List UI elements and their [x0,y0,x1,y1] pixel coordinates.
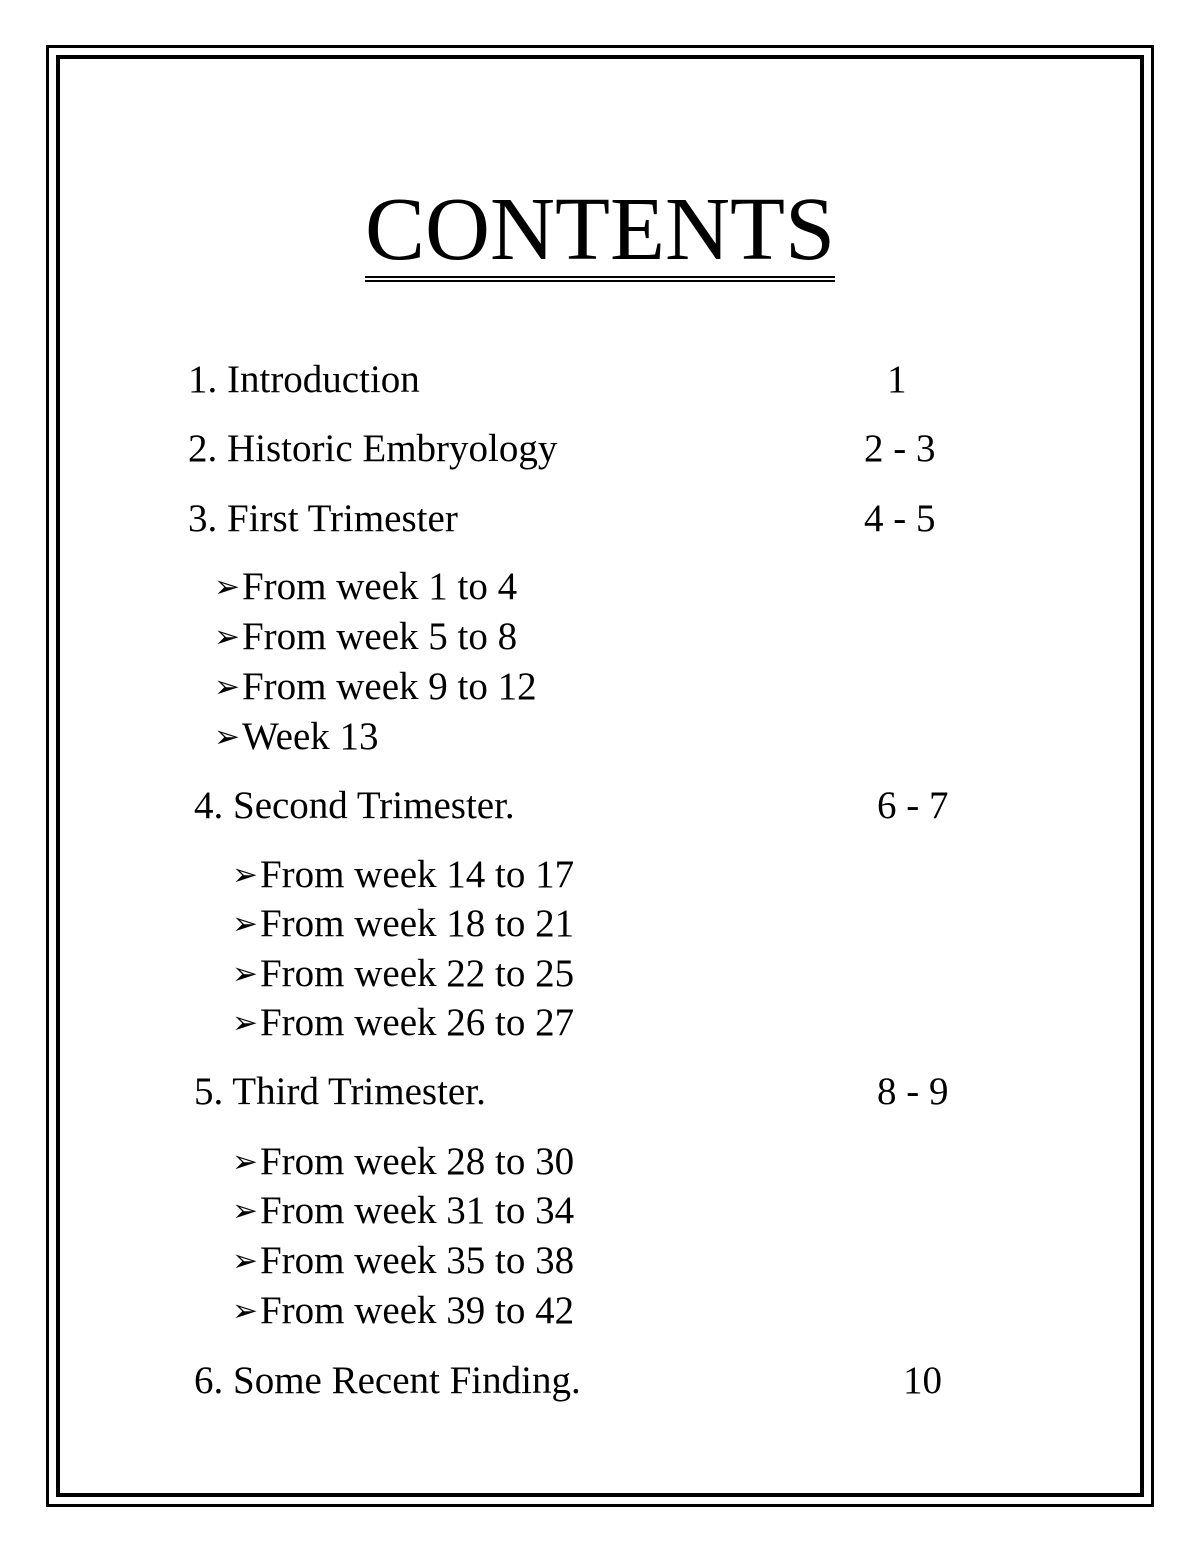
toc-page-recent-finding: 10 [903,1359,942,1402]
toc-subitem: ➢From week 28 to 30 [232,1140,575,1183]
toc-entry-first-trimester: 3. First Trimester [188,497,458,540]
title-text: CONTENTS [365,184,835,282]
toc-subitem: ➢From week 22 to 25 [232,952,575,995]
toc-subitem: ➢From week 31 to 34 [232,1189,575,1232]
toc-entry-historic-embryology: 2. Historic Embryology [188,427,558,470]
toc-subitem: ➢From week 26 to 27 [232,1001,575,1044]
arrow-bullet-icon: ➢ [214,719,240,755]
toc-subitem: ➢From week 1 to 4 [214,565,518,608]
toc-subitem: ➢From week 9 to 12 [214,665,537,708]
toc-subitem: ➢From week 18 to 21 [232,902,575,945]
arrow-bullet-icon: ➢ [214,569,240,605]
toc-subitem: ➢From week 35 to 38 [232,1239,575,1282]
toc-page-first-trimester: 4 - 5 [864,497,936,540]
arrow-bullet-icon: ➢ [232,906,258,942]
toc-entry-second-trimester: 4. Second Trimester. [194,784,515,827]
toc-page-second-trimester: 6 - 7 [877,784,949,827]
arrow-bullet-icon: ➢ [232,956,258,992]
toc-subitem: ➢From week 5 to 8 [214,615,518,658]
arrow-bullet-icon: ➢ [232,857,258,893]
arrow-bullet-icon: ➢ [214,669,240,705]
arrow-bullet-icon: ➢ [232,1005,258,1041]
toc-entry-introduction: 1. Introduction [188,358,420,401]
arrow-bullet-icon: ➢ [232,1193,258,1229]
arrow-bullet-icon: ➢ [232,1144,258,1180]
toc-entry-third-trimester: 5. Third Trimester. [194,1070,486,1113]
toc-subitem: ➢From week 39 to 42 [232,1289,575,1332]
toc-subitem: ➢From week 14 to 17 [232,853,575,896]
page-title [0,180,1200,282]
arrow-bullet-icon: ➢ [232,1243,258,1279]
toc-entry-recent-finding: 6. Some Recent Finding. [194,1359,581,1402]
toc-page-historic-embryology: 2 - 3 [864,427,936,470]
toc-page-third-trimester: 8 - 9 [877,1070,949,1113]
toc-subitem: ➢Week 13 [214,715,379,758]
arrow-bullet-icon: ➢ [232,1293,258,1329]
toc-page-introduction: 1 [887,358,907,401]
arrow-bullet-icon: ➢ [214,619,240,655]
